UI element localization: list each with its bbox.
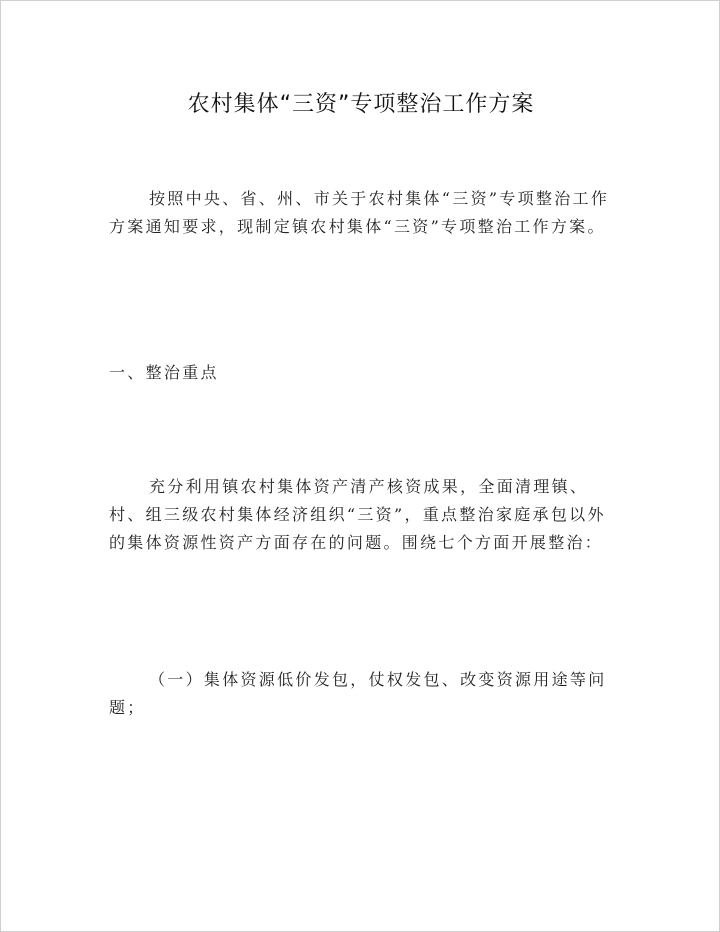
list-item-paragraph: （一）集体资源低价发包，仗权发包、改变资源用途等问题； [109, 670, 607, 717]
document-title: 农村集体“三资”专项整治工作方案 [187, 92, 535, 117]
section-body-paragraph: 充分利用镇农村集体资产清产核资成果，全面清理镇、村、组三级农村集体经济组织“三资”，重点整治家庭承包以外的集体资源性资产方面存在的问题。围绕七个方面开展整治： [109, 477, 606, 552]
intro-paragraph: 按照中央、省、州、市关于农村集体“三资”专项整治工作方案通知要求，现制定镇农村集体“三资”专项整治工作方案。 [109, 189, 610, 236]
section-heading: 一、整治重点 [109, 363, 219, 382]
